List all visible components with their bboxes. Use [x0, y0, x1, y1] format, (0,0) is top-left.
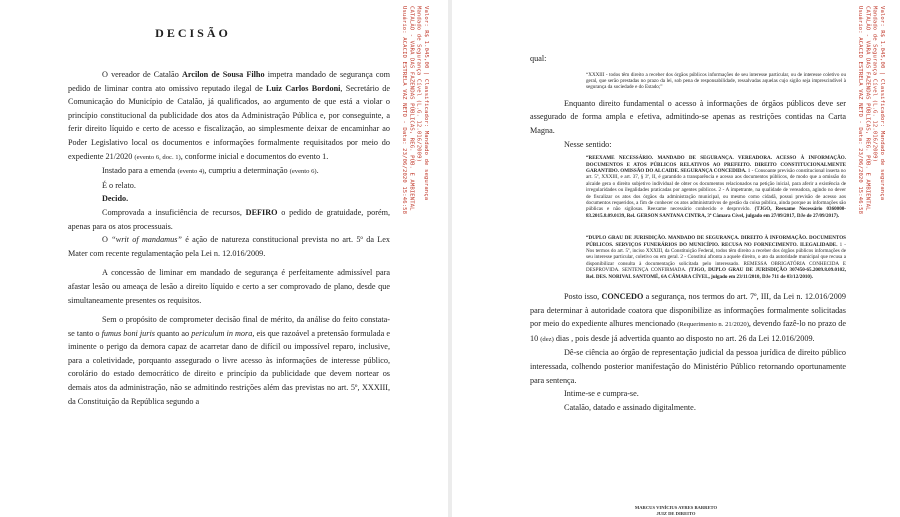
paragraph-intro: O vereador de Catalão Arcilon de Sousa Filho impetra mandado de segurança com pedido de liminar contra ato omissivo reputado ilegal de Luiz Carlos Bordoni, Secretário de Comunicação do Município de Catalão, já qualificados, ao argumento de que está a violar o princípio constitucional da publicidade dos atos da Administração Pública e, por conseguinte, a ferir direito líquido e certo de acesso e fiscalização, ao simplesmente deixar de encaminhar ao Poder Legislativo local os documentos e informações formalmente requisitados por meio do expediente 21/2020 (evento 6, doc. 1), conforme inicial e documentos do evento 1.: [68, 70, 390, 161]
paragraph-nesse-sentido: Nesse sentido:: [564, 139, 612, 149]
paragraph-direito-fundamental: Enquanto direito fundamental o acesso à informações de órgãos públicos deve ser assegurado de forma ampla e efetiva, admitindo-se apenas as restrições contidas na Carta Magna.: [530, 98, 846, 135]
paragraph-qual: qual:: [530, 54, 547, 63]
paragraph-emenda: Instado para a emenda (evento 4), cumpriu a determinação (evento 6).: [102, 166, 319, 176]
paragraph-decido: Decido.: [102, 194, 129, 204]
decision-body-continued: [530, 52, 846, 414]
decision-body: [68, 68, 390, 408]
paragraph-gratuidade: Comprovada a insuficiência de recursos, DEFIRO o pedido de gratuidade, porém, apenas para os atos processuais.: [68, 207, 391, 231]
signature-stamp-left: Valor: R$ 1.045,00 | Classificador: Mandado de segurança Mandado de Segurança Cível (L.G. 12.016/2009) CATALÃO - VARA DAS FAZENDAS PÚBLICAS, REG. PÚB. E AMBIENTAL Usuário: ACACIO ESTRELA VAZ NETO - Data: 23/06/2020 15:46:58: [401, 6, 429, 215]
paragraph-relato: É o relato.: [102, 180, 136, 190]
judge-role: JUIZ DE DIREITO: [656, 510, 696, 516]
paragraph-intime-se: Intime-se e cumpra-se.: [564, 389, 639, 399]
jurisprudence-citation-1: “REEXAME NECESSÁRIO. MANDADO DE SEGURANÇA. VEREADORA. ACESSO À INFORMAÇÃO. DOCUMENTOS E ATOS PÚBLICOS RELATIVOS AO PREFEITO. DIREITO CONSTITUCIONALMENTE GARANTIDO. OMISSÃO DO ALCAIDE. SEGURANÇA CONCEDIDA. 1 - Consoante previsão constitucional inserta no art. 5º, XXXIII, e art. 37, § 3º, II, é garantido a transparência e acesso aos documentos públicos, de modo que a omissão do alcaide gera o direito subjetivo individual de obter os documentos relacionados na petição inicial, para aferir a existência de irregularidades ou ilegalidades praticadas por agentes públicos. 2 - A impetrante, na qualidade de vereadora, agindo no dever de fiscalizar os atos dos órgãos da administração municipal, ou mesmo como cidadã, possui previsão de acesso aos documentos requeridos, a fim de conhecer os atos administrativos de gestão da coisa pública, ainda porque as informações são públicas e não sigilosas. Reexame necessário conhecido e desprovido. (TJGO, Reexame Necessário 0360000-83.2015.8.09.0139, Rel. GERSON SANTANA CINTRA, 3ª Câmara Cível, julgado em 27/09/2017, DJe de 27/09/2017).: [586, 155, 846, 219]
document-page-right: [452, 0, 900, 517]
document-page-left: [0, 0, 449, 517]
constitution-quote: “XXXIII - todos têm direito a receber dos órgãos públicos informações de seu interesse particular, ou de interesse coletivo ou geral, que serão prestadas no prazo da lei, sob pena de responsabilidade, ressalvadas aquelas cujo sigilo seja imprescindível à segurança da sociedade e do Estado;”: [586, 71, 846, 91]
paragraph-concedo: Posto isso, CONCEDO a segurança, nos termos do art. 7º, III, da Lei n. 12.016/2009 para determinar à autoridade coatora que disponibilize as informações formalmente solicitadas por meio do expediente alhures mencionado (Requerimento n. 21/2020), devendo fazê-lo no prazo de 10 (dez) dias , pois desde já advertida quanto ao disposto no art. 26 da Lei 12.016/2009.: [530, 292, 847, 343]
judge-signature: [452, 505, 900, 517]
paragraph-writ: O “writ of mandamus” é ação de natureza constitucional prevista no art. 5º da Lex Mater com recente regulamentação pela Lei n. 12.016/2009.: [68, 235, 390, 258]
jurisprudence-citation-2: “DUPLO GRAU DE JURISDIÇÃO. MANDADO DE SEGURANÇA. DIREITO À INFORMAÇÃO. DOCUMENTOS PÚBLICOS. SERVIÇOS FUNERÁRIOS DO MUNICÍPIO. RECUSA NO FORNECIMENTO. ILEGALIDADE. 1 - Nos termos do art. 5º, inciso XXXIII, da Constituição Federal, todos têm direito a receber dos órgãos públicos informações de seu interesse particular, coletivo ou em geral. 2 - Constitui afronta a aquele direito, o ato da autoridade municipal que recusa a disponibilizar consulta à documentação solicitada pelo interessado. REMESSA OBRIGATÓRIA CONHECIDA E DESPROVIDA. SENTENÇA CONFIRMADA. (TJGO, DUPLO GRAU DE JURISDIÇÃO 307450-65.2009.8.09.0102, Rel. DES. NORIVAL SANTOMÉ, 6A CÂMARA CÍVEL, julgado em 23/11/2010, DJe 711 de 03/12/2010).: [586, 235, 847, 280]
paragraph-merito: Sem o propósito de comprometer decisão final de mérito, da análise do feito constata-se tanto o fumus boni juris quanto ao periculum in mora, eis que razoável a pretensão formulada e iminente o perigo da demora capaz de acarretar dano de difícil ou impossível reparo, inclusive, para a coletividade, porquanto assegurado o livre acesso às informações de interesse público, corolário do estado democrático de direito e princípio da publicidade que devem nortear os demais atos da administração, não se admitindo restrições além das previstas no art. 5º, XXXIII, da Constituição da República segundo a: [68, 315, 390, 406]
impetrante-name: Arcilon de Sousa Filho: [181, 70, 265, 79]
paragraph-liminar: A concessão de liminar em mandado de segurança é perfeitamente admissível para afastar lesão ou ameaça de lesão a direito líquido e certo a ser comprovado de plano, desde que simultaneamente presentes os requisitos.: [68, 268, 390, 305]
coatora-name: Luiz Carlos Bordoni: [266, 83, 341, 93]
paragraph-local-data: Catalão, datado e assinado digitalmente.: [564, 402, 696, 412]
judge-name: MARCUS VINÍCIUS AYRES BARRETO: [634, 505, 718, 510]
page-title: DECISÃO: [155, 26, 231, 40]
paragraph-ciencia: Dê-se ciência ao órgão de representação judicial da pessoa jurídica de direito público interessada, colhendo posterior manifestação do Ministério Público retornando oportunamente para sentença.: [530, 348, 846, 385]
signature-stamp-right: Valor: R$ 1.045,00 | Classificador: Mandado de segurança Mandado de Segurança Cível (L.G. 12.016/2009) CATALÃO - VARA DAS FAZENDAS PÚBLICAS, REG. PÚB. E AMBIENTAL Usuário: ACACIO ESTRELA VAZ NETO - Data: 23/06/2020 15:46:58: [857, 6, 885, 215]
